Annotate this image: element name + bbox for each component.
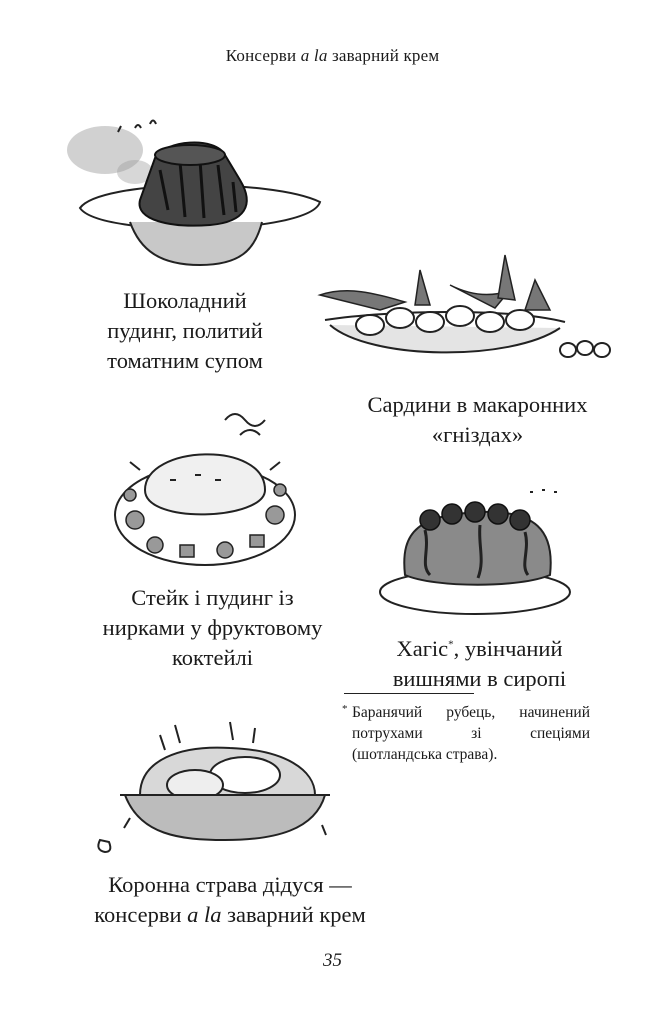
page-number: 35	[323, 950, 342, 971]
footnote	[342, 702, 590, 765]
caption-line: томатним супом	[107, 348, 263, 373]
caption-line: вишнями в сиропі	[392, 666, 567, 691]
running-header	[0, 46, 665, 66]
caption-sardines	[330, 390, 625, 450]
caption-word: заварний крем	[221, 902, 366, 927]
caption-line: Сардини в макаронних	[367, 392, 588, 417]
header-text-italic: a la	[300, 46, 328, 65]
caption-line: коктейлі	[171, 645, 253, 670]
footnote-text: Баранячий рубець, начинений потрухами зі спеціями (шотландська страва).	[352, 704, 590, 763]
caption-steak-pudding	[70, 583, 355, 673]
caption-line: «гніздах»	[431, 422, 524, 447]
steak-pudding-drawing	[100, 405, 310, 570]
sardines-drawing	[310, 250, 630, 375]
caption-line: Коронна страва дідуся —	[108, 872, 352, 897]
caption-chocolate-pudding	[55, 286, 315, 376]
footnote-reference: *	[448, 638, 454, 651]
caption-word: консерви	[94, 902, 188, 927]
caption-line: пудинг, политий	[107, 318, 263, 343]
grandpa-dish-drawing	[80, 700, 350, 860]
footnote-marker: *	[342, 703, 348, 715]
caption-line	[80, 900, 380, 930]
caption-line: Стейк і пудинг із	[131, 585, 294, 610]
footnote-separator	[344, 693, 474, 694]
caption-italic: a la	[187, 902, 222, 927]
caption-line: Шоколадний	[123, 288, 247, 313]
caption-word: , увінчаний	[453, 636, 563, 661]
caption-haggis	[352, 634, 607, 694]
caption-word: Хагіс	[396, 636, 449, 661]
header-text-suffix: заварний крем	[327, 46, 440, 65]
caption-line	[352, 634, 607, 664]
chocolate-pudding-drawing	[40, 110, 340, 275]
caption-line: нирками у фруктовому	[102, 615, 323, 640]
header-text-prefix: Консерви	[225, 46, 301, 65]
haggis-drawing	[360, 480, 590, 620]
caption-grandpa-dish	[80, 870, 380, 930]
